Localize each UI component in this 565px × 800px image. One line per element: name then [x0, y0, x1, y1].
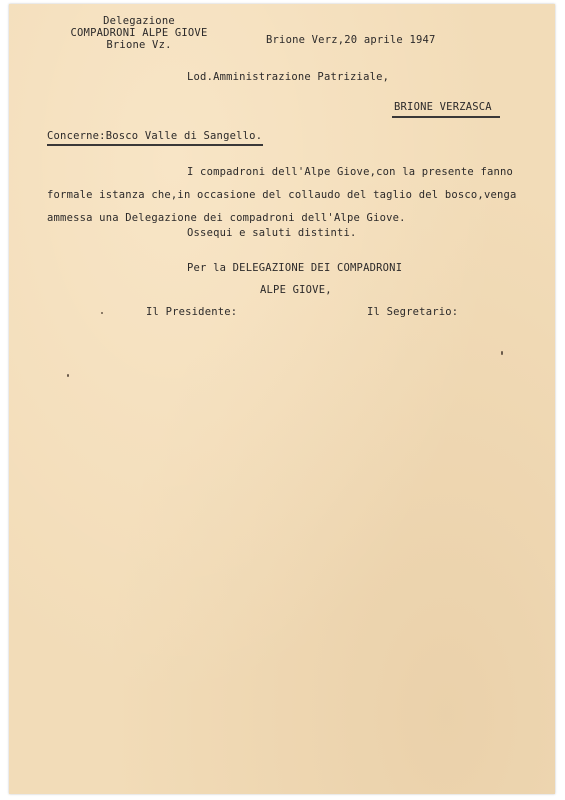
recipient-place: BRIONE VERZASCA [394, 101, 492, 113]
secretary-label: Il Segretario: [367, 306, 459, 318]
body-line-2: formale istanza che,in occasione del collaudo del taglio del bosco,venga [47, 189, 517, 201]
sender-line-1: Delegazione [103, 15, 175, 27]
paper-mark [101, 312, 103, 314]
body-line-3: ammessa una Delegazione dei compadroni dell'Alpe Giove. [47, 212, 406, 224]
letter-page [9, 4, 555, 794]
recipient-underline [392, 116, 500, 118]
recipient-name: Lod.Amministrazione Patriziale, [187, 71, 390, 83]
signature-line-2: ALPE GIOVE, [260, 284, 332, 296]
paper-mark [501, 351, 503, 355]
subject-line: Concerne:Bosco Valle di Sangello. [47, 130, 263, 142]
paper-mark [67, 374, 69, 377]
place-date: Brione Verz,20 aprile 1947 [266, 34, 436, 46]
sender-line-3: Brione Vz. [106, 39, 172, 51]
body-line-1: I compadroni dell'Alpe Giove,con la presente fanno [187, 166, 514, 178]
sender-line-2: COMPADRONI ALPE GIOVE [70, 27, 208, 39]
closing-line: Ossequi e saluti distinti. [187, 227, 357, 239]
signature-line-1: Per la DELEGAZIONE DEI COMPADRONI [187, 262, 403, 274]
subject-underline [47, 144, 263, 146]
president-label: Il Presidente: [146, 306, 238, 318]
